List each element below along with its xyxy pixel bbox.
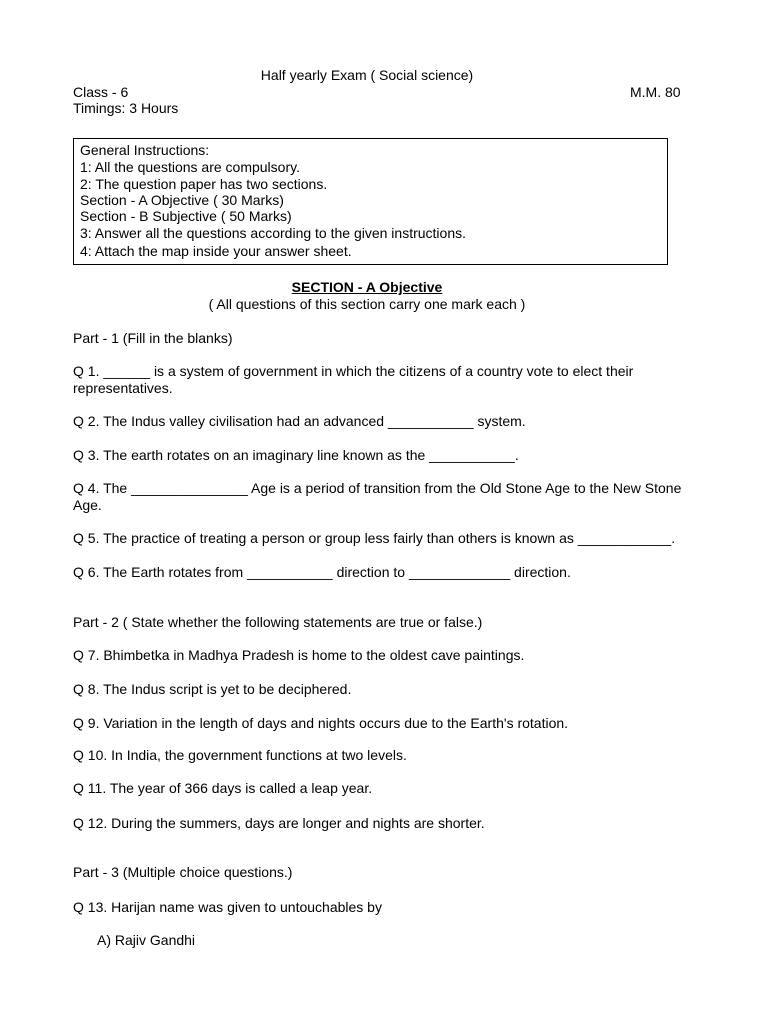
instruction-line: 4: Attach the map inside your answer sheet. xyxy=(80,243,352,259)
timings-label: Timings: 3 Hours xyxy=(73,100,179,116)
instruction-line: 3: Answer all the questions according to the given instructions. xyxy=(80,225,466,241)
instructions-heading: General Instructions: xyxy=(80,142,210,158)
question-8: Q 8. The Indus script is yet to be deciphered. xyxy=(73,681,352,697)
section-a-subtitle: ( All questions of this section carry one mark each ) xyxy=(208,296,526,312)
instructions-box xyxy=(73,138,668,265)
option-a: A) Rajiv Gandhi xyxy=(97,932,196,948)
part-3-heading: Part - 3 (Multiple choice questions.) xyxy=(73,864,293,880)
question-10: Q 10. In India, the government functions at two levels. xyxy=(73,747,407,763)
question-2: Q 2. The Indus valley civilisation had an advanced ___________ system. xyxy=(73,413,526,429)
instruction-line: 2: The question paper has two sections. xyxy=(80,176,328,192)
question-3: Q 3. The earth rotates on an imaginary line known as the ___________. xyxy=(73,447,519,463)
question-4: Q 4. The _______________ Age is a period of transition from the Old Stone Age to the New Stone Age. xyxy=(73,480,682,513)
question-12: Q 12. During the summers, days are longer and nights are shorter. xyxy=(73,815,485,831)
part-2-heading: Part - 2 ( State whether the following statements are true or false.) xyxy=(73,614,483,630)
question-1: Q 1. ______ is a system of government in which the citizens of a country vote to elect their representatives. xyxy=(73,363,634,396)
question-7: Q 7. Bhimbetka in Madhya Pradesh is home to the oldest cave paintings. xyxy=(73,647,525,663)
question-11: Q 11. The year of 366 days is called a leap year. xyxy=(73,780,373,796)
question-9: Q 9. Variation in the length of days and nights occurs due to the Earth's rotation. xyxy=(73,715,569,731)
exam-title: Half yearly Exam ( Social science) xyxy=(260,67,474,83)
question-13: Q 13. Harijan name was given to untouchables by xyxy=(73,899,382,915)
instruction-line: Section - A Objective ( 30 Marks) xyxy=(80,192,284,208)
part-1-heading: Part - 1 (Fill in the blanks) xyxy=(73,330,233,346)
class-label: Class - 6 xyxy=(73,84,129,100)
question-5: Q 5. The practice of treating a person or group less fairly than others is known as ____________. xyxy=(73,530,676,546)
max-marks: M.M. 80 xyxy=(630,84,681,100)
section-a-title: SECTION - A Objective xyxy=(291,279,443,295)
question-6: Q 6. The Earth rotates from ___________ direction to _____________ direction. xyxy=(73,564,571,580)
instruction-line: Section - B Subjective ( 50 Marks) xyxy=(80,208,292,224)
instruction-line: 1: All the questions are compulsory. xyxy=(80,159,300,175)
